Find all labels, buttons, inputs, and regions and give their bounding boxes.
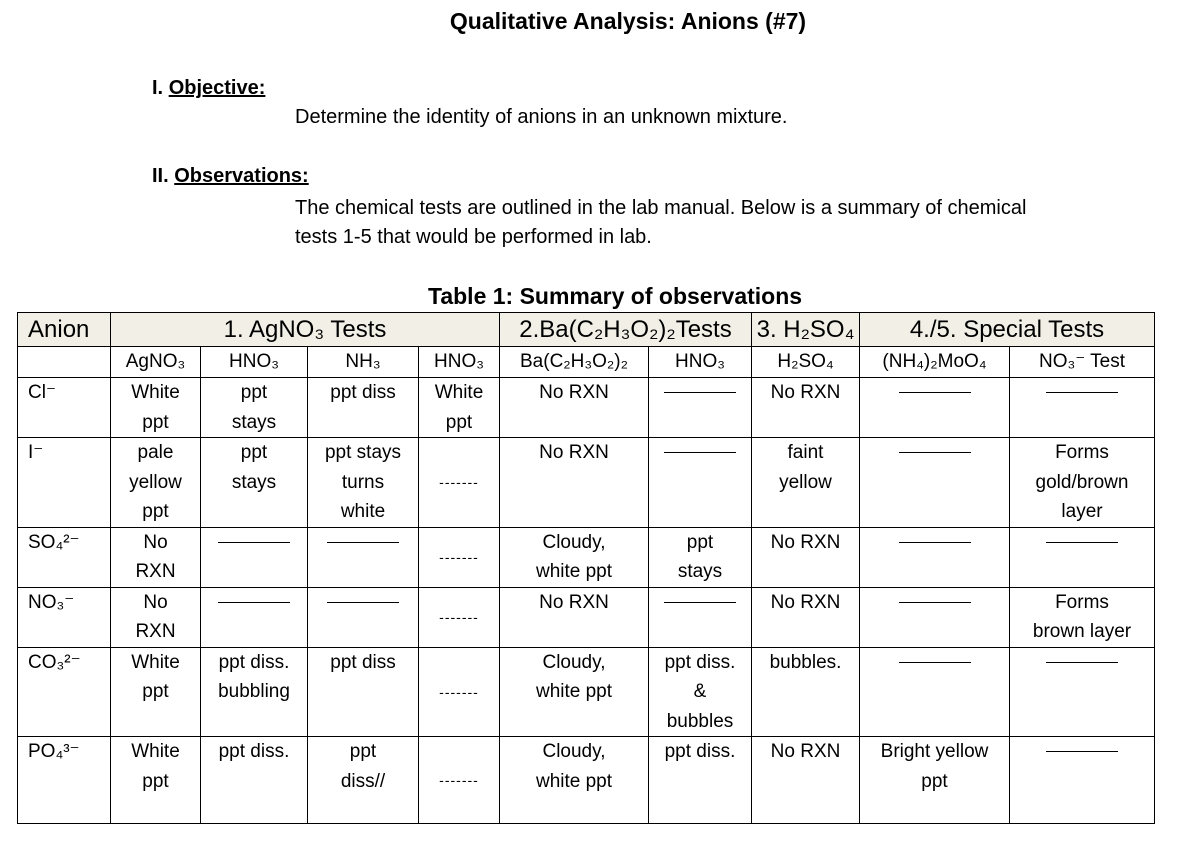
observation-cell bbox=[419, 438, 500, 528]
observation-cell bbox=[201, 378, 308, 438]
cell-text: Cloudy, white ppt bbox=[535, 531, 613, 582]
observation-cell bbox=[111, 438, 201, 528]
cell-text: White ppt bbox=[131, 382, 180, 433]
no-data-line bbox=[218, 542, 290, 543]
observation-cell bbox=[1010, 587, 1155, 647]
observation-cell bbox=[419, 378, 500, 438]
observations-body bbox=[18, 378, 1155, 824]
observation-cell bbox=[860, 587, 1010, 647]
cell-text: White ppt bbox=[131, 651, 180, 702]
observation-cell bbox=[500, 737, 649, 824]
cell-text: No RXN bbox=[770, 382, 841, 403]
section-objective-heading bbox=[152, 77, 265, 100]
anion-cell: I⁻ bbox=[18, 438, 111, 528]
cell-text: Forms gold/brown layer bbox=[1035, 442, 1129, 522]
table-row bbox=[18, 587, 1155, 647]
observation-cell bbox=[419, 647, 500, 737]
observation-cell bbox=[308, 527, 419, 587]
no-data-line bbox=[664, 392, 736, 393]
cell-text: Forms brown layer bbox=[1032, 591, 1132, 642]
section-numeral: II. bbox=[152, 165, 169, 187]
no-data-line bbox=[1046, 392, 1118, 393]
observation-cell bbox=[500, 378, 649, 438]
observation-cell bbox=[752, 647, 860, 737]
no-data-line bbox=[899, 392, 971, 393]
observation-cell bbox=[752, 438, 860, 528]
observation-cell bbox=[1010, 647, 1155, 737]
reagent-header-row bbox=[18, 347, 1155, 378]
h2so4-header: 3. H₂SO₄ bbox=[752, 313, 860, 347]
reagent-header: HNO₃ bbox=[419, 347, 500, 378]
cell-text: Bright yellow ppt bbox=[880, 741, 989, 792]
observation-cell bbox=[201, 647, 308, 737]
observation-cell bbox=[500, 438, 649, 528]
cell-text: ppt diss. bbox=[218, 741, 290, 762]
cell-text: ppt stays bbox=[231, 382, 277, 433]
table-row bbox=[18, 378, 1155, 438]
observation-cell bbox=[649, 737, 752, 824]
cell-text: ppt stays turns white bbox=[324, 442, 402, 522]
observation-cell bbox=[419, 587, 500, 647]
observation-cell bbox=[308, 378, 419, 438]
observation-cell bbox=[500, 647, 649, 737]
section-observations-heading bbox=[152, 165, 309, 188]
observation-cell bbox=[500, 527, 649, 587]
observation-cell bbox=[419, 737, 500, 824]
no-data-line bbox=[664, 602, 736, 603]
observation-cell bbox=[752, 378, 860, 438]
cell-text: White ppt bbox=[131, 741, 180, 792]
objective-text: Determine the identity of anions in an unknown mixture. bbox=[295, 106, 788, 128]
anion-cell: PO₄³⁻ bbox=[18, 737, 111, 824]
observation-cell bbox=[860, 378, 1010, 438]
observation-cell bbox=[649, 587, 752, 647]
section-numeral: I. bbox=[152, 77, 164, 99]
observations-text: The chemical tests are outlined in the lab manual. Below is a summary of chemical tests 1-5 that would be performed in lab. bbox=[295, 197, 1027, 248]
cell-text: Cloudy, white ppt bbox=[535, 741, 613, 792]
observation-cell bbox=[649, 438, 752, 528]
cell-text: Cloudy, white ppt bbox=[535, 651, 613, 702]
observation-cell bbox=[860, 737, 1010, 824]
cell-text: pale yellow ppt bbox=[129, 442, 182, 522]
observation-cell bbox=[1010, 527, 1155, 587]
cell-text: No RXN bbox=[539, 442, 609, 463]
cell-text: ppt diss// bbox=[340, 741, 386, 792]
observations-table bbox=[17, 312, 1155, 824]
reagent-header: HNO₃ bbox=[649, 347, 752, 378]
cell-text: No RXN bbox=[770, 741, 841, 762]
cell-text: ppt stays bbox=[677, 531, 723, 582]
group-header-row bbox=[18, 313, 1155, 347]
cell-text: ppt diss. bbox=[664, 741, 736, 762]
cell-text: No RXN bbox=[135, 531, 176, 582]
observation-cell bbox=[860, 647, 1010, 737]
cell-text: No RXN bbox=[770, 591, 841, 613]
cell-text: No RXN bbox=[539, 382, 609, 403]
observation-cell bbox=[1010, 378, 1155, 438]
reagent-header: NH₃ bbox=[308, 347, 419, 378]
observation-cell bbox=[111, 587, 201, 647]
no-data-line bbox=[218, 602, 290, 603]
cell-text: ppt diss bbox=[330, 651, 396, 673]
no-data-line bbox=[899, 662, 971, 663]
dashed-placeholder: ------- bbox=[439, 548, 479, 565]
cell-text: White ppt bbox=[434, 382, 484, 433]
observation-cell bbox=[860, 438, 1010, 528]
observation-cell bbox=[752, 737, 860, 824]
section-label: Objective: bbox=[168, 77, 266, 99]
observation-cell bbox=[201, 527, 308, 587]
observation-cell bbox=[1010, 737, 1155, 824]
observation-cell bbox=[500, 587, 649, 647]
no-data-line bbox=[1046, 542, 1118, 543]
special-tests-header: 4./5. Special Tests bbox=[860, 313, 1155, 347]
observation-cell bbox=[111, 647, 201, 737]
section-label: Observations: bbox=[174, 165, 309, 187]
dashed-placeholder: ------- bbox=[439, 608, 479, 625]
dashed-placeholder: ------- bbox=[439, 771, 479, 788]
no-data-line bbox=[1046, 751, 1118, 752]
reagent-header: AgNO₃ bbox=[111, 347, 201, 378]
table-row bbox=[18, 737, 1155, 824]
no-data-line bbox=[327, 602, 399, 603]
dashed-placeholder: ------- bbox=[439, 474, 479, 490]
observation-cell bbox=[752, 587, 860, 647]
reagent-header: NO₃⁻ Test bbox=[1010, 347, 1155, 378]
observation-cell bbox=[419, 527, 500, 587]
anion-header: Anion bbox=[18, 313, 111, 347]
table-row bbox=[18, 647, 1155, 737]
anion-cell: NO₃⁻ bbox=[18, 587, 111, 647]
table-caption: Table 1: Summary of observations bbox=[428, 283, 803, 309]
observation-cell bbox=[308, 737, 419, 824]
anion-cell: SO₄²⁻ bbox=[18, 527, 111, 587]
cell-text: ppt diss. bubbling bbox=[218, 651, 290, 702]
cell-text: ppt diss. & bubbles bbox=[664, 651, 736, 732]
agno3-tests-header: 1. AgNO₃ Tests bbox=[111, 313, 500, 347]
reagent-header bbox=[18, 347, 111, 378]
cell-text: No RXN bbox=[539, 591, 609, 613]
no-data-line bbox=[899, 602, 971, 603]
no-data-line bbox=[327, 542, 399, 543]
observation-cell bbox=[201, 438, 308, 528]
reagent-header: H₂SO₄ bbox=[752, 347, 860, 378]
observation-cell bbox=[201, 587, 308, 647]
cell-text: ppt diss bbox=[330, 382, 396, 403]
no-data-line bbox=[899, 452, 971, 453]
reagent-header: Ba(C₂H₃O₂)₂ bbox=[500, 347, 649, 378]
cell-text: ppt stays bbox=[231, 442, 277, 493]
observation-cell bbox=[308, 647, 419, 737]
table-row bbox=[18, 527, 1155, 587]
no-data-line bbox=[1046, 662, 1118, 663]
observation-cell bbox=[201, 737, 308, 824]
observation-cell bbox=[860, 527, 1010, 587]
no-data-line bbox=[664, 452, 736, 453]
no-data-line bbox=[899, 542, 971, 543]
cell-text: faint yellow bbox=[779, 442, 832, 493]
observation-cell bbox=[752, 527, 860, 587]
observation-cell bbox=[649, 527, 752, 587]
dashed-placeholder: ------- bbox=[439, 683, 479, 700]
reagent-header: HNO₃ bbox=[201, 347, 308, 378]
observation-cell bbox=[111, 378, 201, 438]
observation-cell bbox=[308, 587, 419, 647]
observation-cell bbox=[111, 527, 201, 587]
observation-cell bbox=[1010, 438, 1155, 528]
ba-tests-header: 2.Ba(C₂H₃O₂)₂Tests bbox=[500, 313, 752, 347]
cell-text: No RXN bbox=[770, 531, 841, 553]
anion-cell: Cl⁻ bbox=[18, 378, 111, 438]
reagent-header: (NH₄)₂MoO₄ bbox=[860, 347, 1010, 378]
cell-text: bubbles. bbox=[769, 651, 842, 673]
observation-cell bbox=[111, 737, 201, 824]
observation-cell bbox=[649, 378, 752, 438]
anion-cell: CO₃²⁻ bbox=[18, 647, 111, 737]
page-title: Qualitative Analysis: Anions (#7) bbox=[449, 8, 807, 34]
cell-text: No RXN bbox=[135, 591, 176, 642]
observation-cell bbox=[308, 438, 419, 528]
observation-cell bbox=[649, 647, 752, 737]
table-row bbox=[18, 438, 1155, 528]
